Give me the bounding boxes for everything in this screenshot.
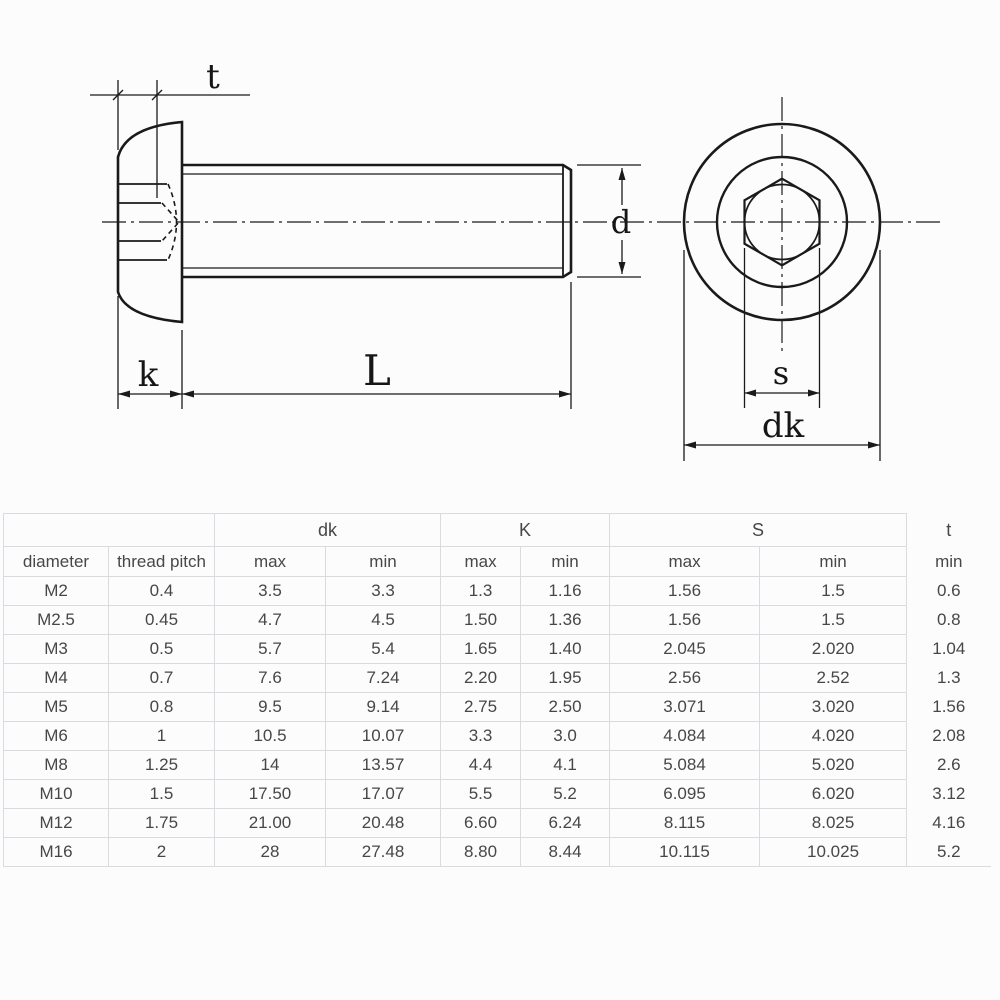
table-cell: 1.65 xyxy=(441,635,521,664)
d-arrow-bottom xyxy=(619,262,626,274)
table-cell: 2.08 xyxy=(907,722,991,751)
table-cell: 0.8 xyxy=(109,693,215,722)
table-cell: 2.75 xyxy=(441,693,521,722)
table-cell: 2 xyxy=(109,838,215,867)
table-cell: 8.80 xyxy=(441,838,521,867)
table-row xyxy=(4,780,991,809)
table-cell: 1.16 xyxy=(521,577,610,606)
table-cell: 2.50 xyxy=(521,693,610,722)
table-cell: 27.48 xyxy=(326,838,441,867)
table-cell: 3.3 xyxy=(441,722,521,751)
table-cell: 6.095 xyxy=(610,780,760,809)
table-cell: 3.020 xyxy=(760,693,907,722)
table-cell: 1.40 xyxy=(521,635,610,664)
table-cell: 8.115 xyxy=(610,809,760,838)
table-cell: 0.8 xyxy=(907,606,991,635)
table-cell: 0.45 xyxy=(109,606,215,635)
table-cell: 1.56 xyxy=(610,606,760,635)
table-cell: 10.5 xyxy=(215,722,326,751)
k-arrow-right xyxy=(170,391,182,398)
table-cell: 3.5 xyxy=(215,577,326,606)
table-row xyxy=(4,606,991,635)
table-row xyxy=(4,838,991,867)
table-cell: 2.6 xyxy=(907,751,991,780)
table-cell: M10 xyxy=(4,780,109,809)
table-cell: M2 xyxy=(4,577,109,606)
table-row xyxy=(4,809,991,838)
table-cell: M5 xyxy=(4,693,109,722)
table-cell: 6.60 xyxy=(441,809,521,838)
table-row xyxy=(4,664,991,693)
k-arrow-left xyxy=(118,391,130,398)
s-arrow-right xyxy=(808,390,820,397)
table-cell: 0.5 xyxy=(109,635,215,664)
label-head-diameter: dk xyxy=(761,406,805,446)
table-cell: 2.045 xyxy=(610,635,760,664)
table-cell: 9.5 xyxy=(215,693,326,722)
dimension-k xyxy=(118,296,182,409)
table-cell: 4.1 xyxy=(521,751,610,780)
table-cell: 5.020 xyxy=(760,751,907,780)
table-cell: 2.56 xyxy=(610,664,760,693)
table-row xyxy=(4,693,991,722)
group-header-s: S xyxy=(610,514,907,547)
table-cell: 10.115 xyxy=(610,838,760,867)
table-cell: 28 xyxy=(215,838,326,867)
table-cell: 6.24 xyxy=(521,809,610,838)
table-cell: 1.5 xyxy=(109,780,215,809)
label-socket-size: s xyxy=(772,354,790,392)
L-arrow-right xyxy=(559,391,571,398)
group-header-k: K xyxy=(441,514,610,547)
table-row xyxy=(4,751,991,780)
table-cell: 7.6 xyxy=(215,664,326,693)
table-cell: 4.7 xyxy=(215,606,326,635)
table-cell: M6 xyxy=(4,722,109,751)
table-cell: 4.020 xyxy=(760,722,907,751)
table-row xyxy=(4,577,991,606)
label-head-height: k xyxy=(137,355,159,395)
dimension-L xyxy=(182,282,571,409)
table-cell: 5.7 xyxy=(215,635,326,664)
dimension-table xyxy=(3,513,991,867)
table-cell: 1.3 xyxy=(441,577,521,606)
s-arrow-left xyxy=(745,390,757,397)
table-cell: 5.2 xyxy=(907,838,991,867)
table-cell: 2.020 xyxy=(760,635,907,664)
table-cell: 8.025 xyxy=(760,809,907,838)
table-cell: 2.52 xyxy=(760,664,907,693)
dimension-t xyxy=(90,57,250,198)
table-cell: 1.5 xyxy=(760,606,907,635)
table-cell: M3 xyxy=(4,635,109,664)
table-cell: 3.12 xyxy=(907,780,991,809)
table-cell: 6.020 xyxy=(760,780,907,809)
table-cell: 1.56 xyxy=(907,693,991,722)
table-cell: 1.56 xyxy=(610,577,760,606)
table-cell: M12 xyxy=(4,809,109,838)
table-cell: 10.07 xyxy=(326,722,441,751)
table-row xyxy=(4,722,991,751)
table-cell: 1.95 xyxy=(521,664,610,693)
label-thread-diameter: d xyxy=(610,203,632,241)
column-header-dk-min: min xyxy=(326,547,441,577)
table-cell: 7.24 xyxy=(326,664,441,693)
table-cell: 9.14 xyxy=(326,693,441,722)
table-cell: 17.50 xyxy=(215,780,326,809)
table-cell: M8 xyxy=(4,751,109,780)
table-group-header-row xyxy=(4,514,991,547)
label-length: L xyxy=(363,346,391,395)
table-cell: 5.4 xyxy=(326,635,441,664)
table-cell: 5.5 xyxy=(441,780,521,809)
table-cell: 20.48 xyxy=(326,809,441,838)
table-cell: 4.16 xyxy=(907,809,991,838)
table-cell: 10.025 xyxy=(760,838,907,867)
table-cell: 1.25 xyxy=(109,751,215,780)
table-cell: 4.084 xyxy=(610,722,760,751)
dk-arrow-right xyxy=(868,442,880,449)
table-cell: 2.20 xyxy=(441,664,521,693)
column-header-t-min: min xyxy=(907,547,991,577)
table-cell: M16 xyxy=(4,838,109,867)
table-cell: 1.50 xyxy=(441,606,521,635)
column-header-diameter: diameter xyxy=(4,547,109,577)
table-cell: 5.2 xyxy=(521,780,610,809)
table-cell: 0.6 xyxy=(907,577,991,606)
table-cell: 17.07 xyxy=(326,780,441,809)
table-cell: 1.36 xyxy=(521,606,610,635)
dk-arrow-left xyxy=(684,442,696,449)
table-cell: 8.44 xyxy=(521,838,610,867)
shank-outline xyxy=(182,165,571,277)
table-cell: 1.04 xyxy=(907,635,991,664)
table-column-header-row xyxy=(4,547,991,577)
table-cell: 1.5 xyxy=(760,577,907,606)
table-cell: 3.071 xyxy=(610,693,760,722)
side-view xyxy=(90,57,945,409)
group-header-t: t xyxy=(907,514,991,547)
table-cell: 4.4 xyxy=(441,751,521,780)
table-cell: 3.3 xyxy=(326,577,441,606)
table-cell: 3.0 xyxy=(521,722,610,751)
label-socket-depth: t xyxy=(206,57,220,97)
L-arrow-left xyxy=(182,391,194,398)
table-cell: M2.5 xyxy=(4,606,109,635)
column-header-dk-max: max xyxy=(215,547,326,577)
group-header-dk: dk xyxy=(215,514,441,547)
table-cell: 0.7 xyxy=(109,664,215,693)
front-view xyxy=(684,97,880,461)
column-header-k-max: max xyxy=(441,547,521,577)
group-header-empty xyxy=(4,514,215,547)
table-cell: M4 xyxy=(4,664,109,693)
table-cell: 14 xyxy=(215,751,326,780)
column-header-k-min: min xyxy=(521,547,610,577)
dimension-d xyxy=(577,165,641,277)
column-header-s-min: min xyxy=(760,547,907,577)
table-row xyxy=(4,635,991,664)
column-header-thread-pitch: thread pitch xyxy=(109,547,215,577)
table-cell: 4.5 xyxy=(326,606,441,635)
table-cell: 21.00 xyxy=(215,809,326,838)
table-cell: 13.57 xyxy=(326,751,441,780)
column-header-s-max: max xyxy=(610,547,760,577)
table-cell: 1 xyxy=(109,722,215,751)
table-cell: 1.75 xyxy=(109,809,215,838)
table-cell: 5.084 xyxy=(610,751,760,780)
d-arrow-top xyxy=(619,168,626,180)
table-cell: 1.3 xyxy=(907,664,991,693)
table-cell: 0.4 xyxy=(109,577,215,606)
